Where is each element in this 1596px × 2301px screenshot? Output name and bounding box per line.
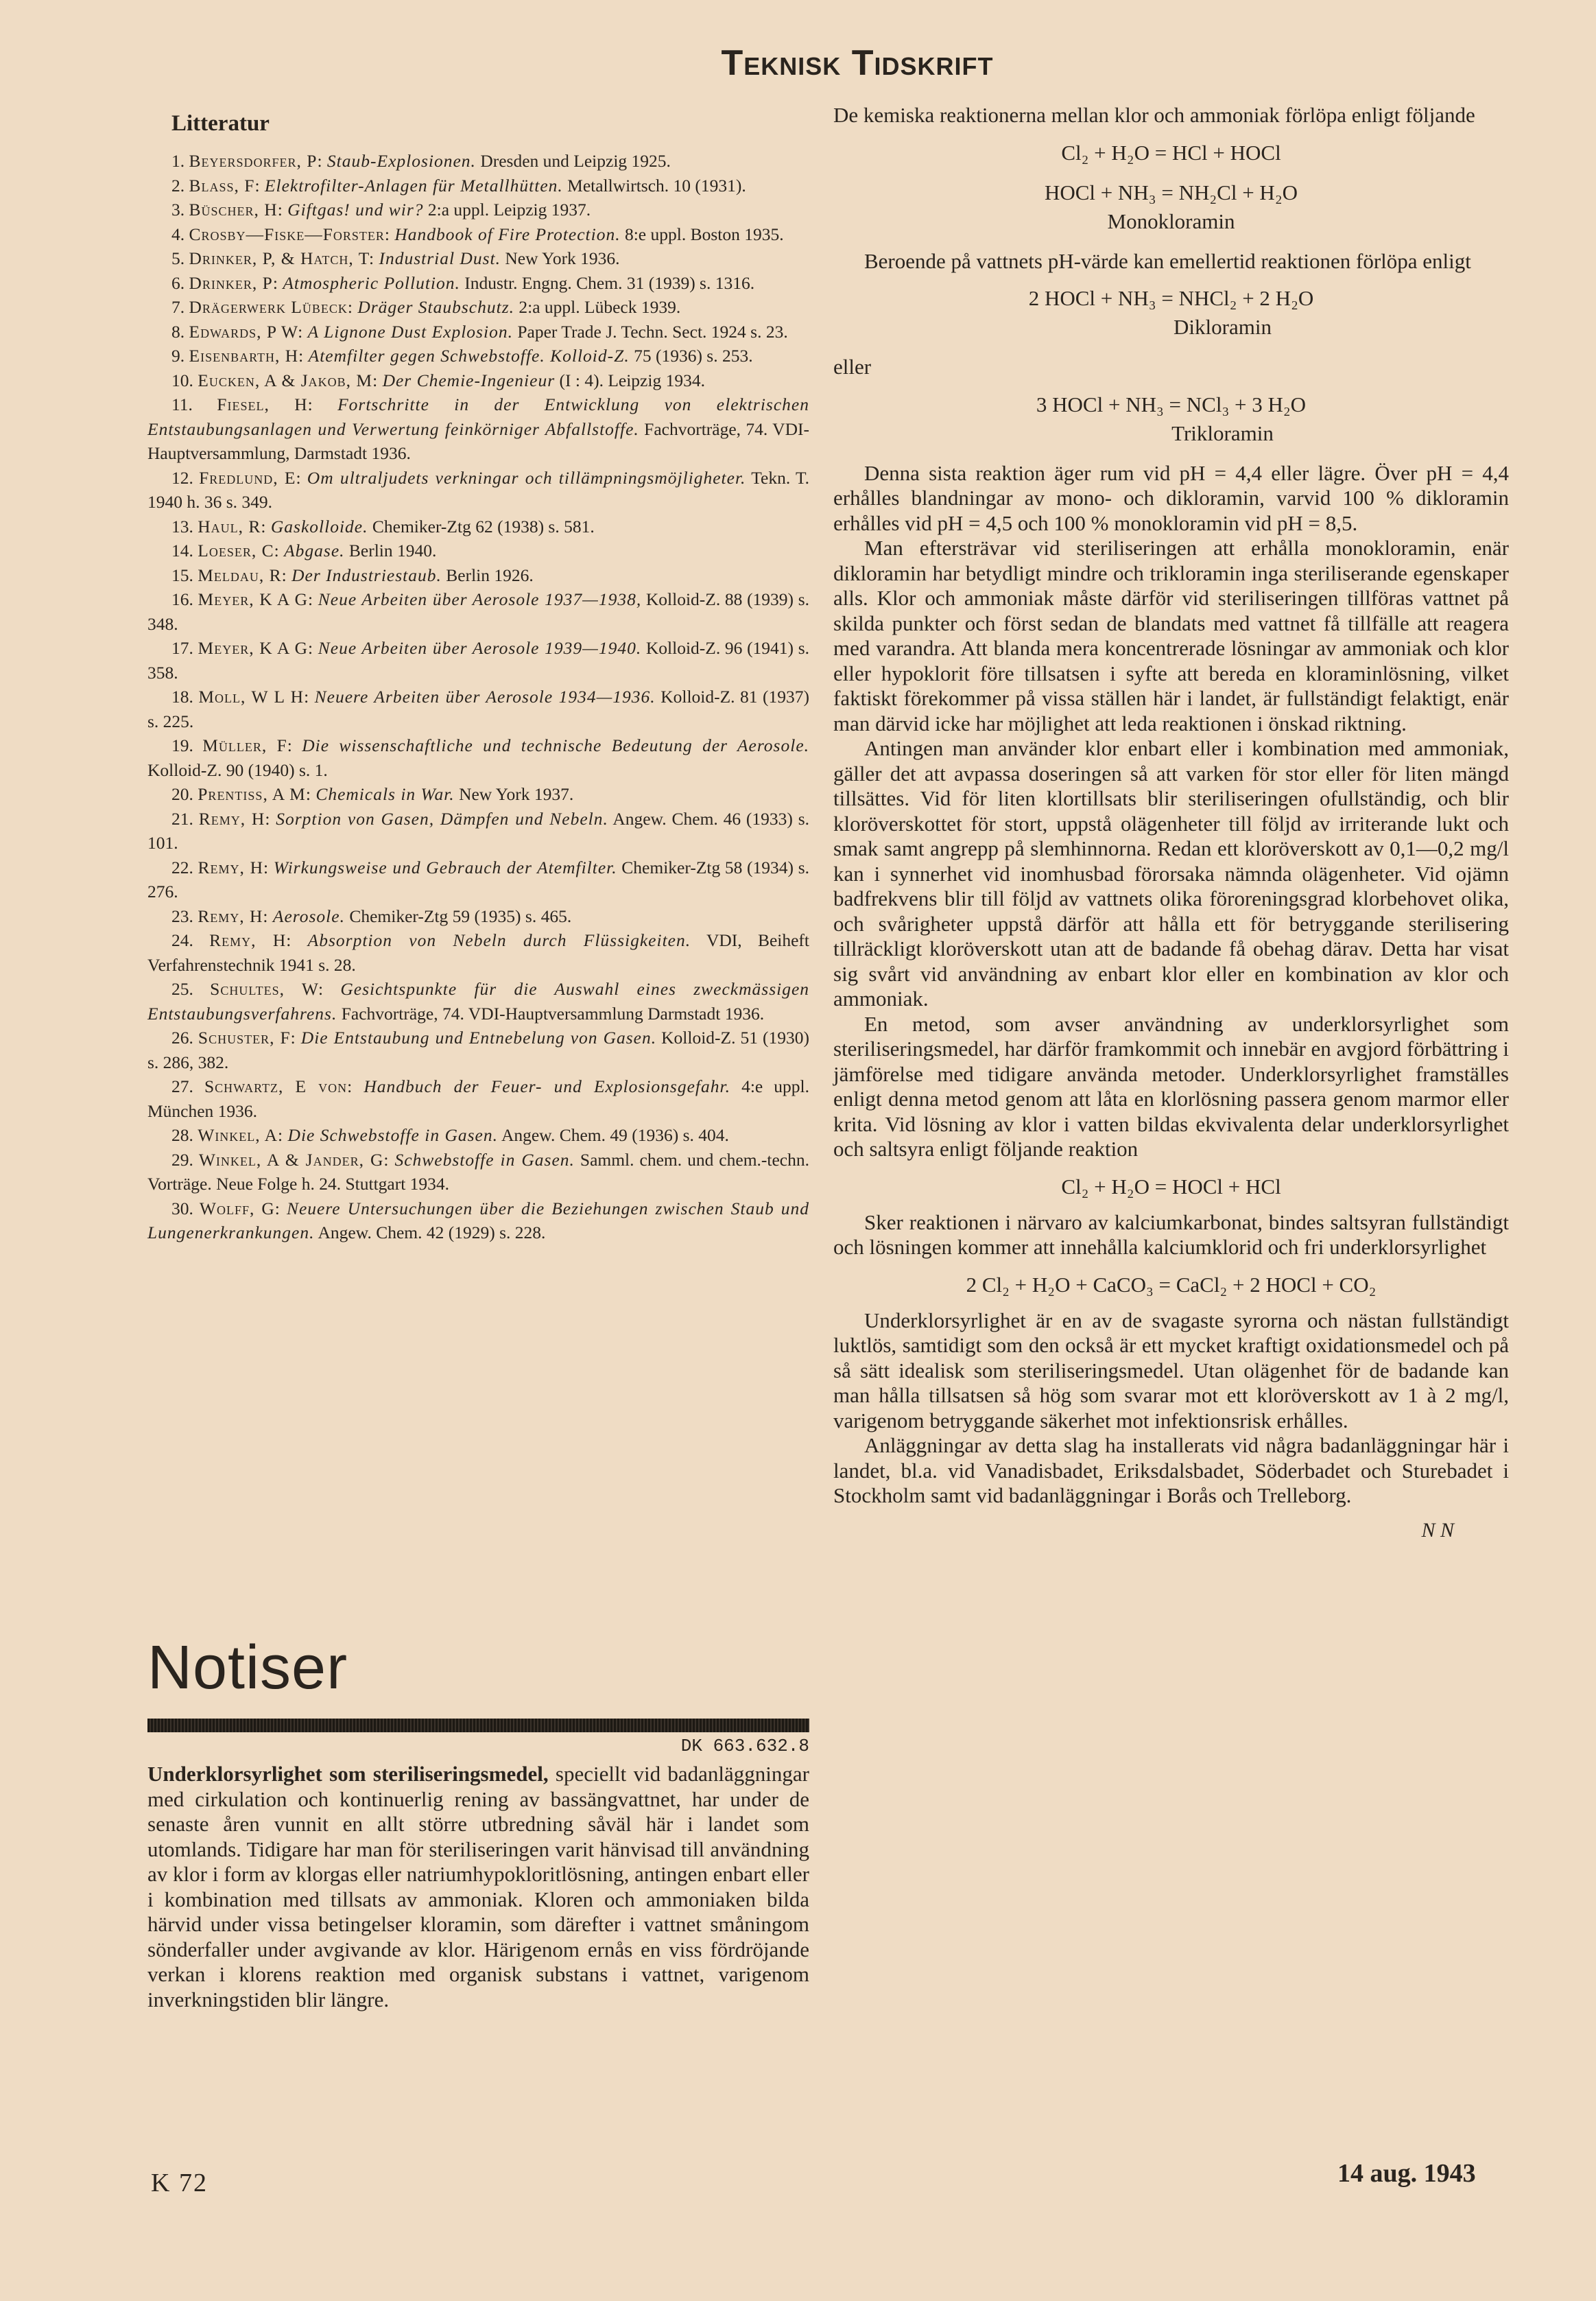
reference-title: Aerosole. bbox=[272, 906, 345, 926]
reference-source: Dresden und Leipzig 1925. bbox=[480, 151, 671, 171]
reference-author: Eucken, A & Jakob, M: bbox=[198, 370, 379, 390]
reference-author: Loeser, C: bbox=[198, 541, 280, 560]
dk-classification: DK 663.632.8 bbox=[680, 1736, 809, 1756]
reference-item bbox=[147, 1074, 809, 1123]
equation: HOCl + NH₃ = NH₂Cl + H₂O bbox=[1044, 180, 1298, 204]
reference-source: Kolloid-Z. 90 (1940) s. 1. bbox=[147, 759, 328, 780]
reference-number: 7. bbox=[171, 297, 185, 317]
reference-title: Atemfilter gegen Schwebstoffe. Kolloid-Z. bbox=[308, 346, 630, 366]
reference-item bbox=[147, 782, 809, 807]
reference-title: Gaskolloide. bbox=[270, 516, 368, 536]
reference-source: VDI, Beiheft Verfahrenstechnik 1941 s. 28. bbox=[147, 930, 809, 975]
reference-author: Drinker, P, & Hatch, T: bbox=[189, 248, 375, 268]
paragraph: Denna sista reaktion äger rum vid pH = 4,4 eller lägre. Över pH = 4,4 erhålles blandningar av mono- och dikloramin, varvid 100 % dikloramin erhålles vid pH = 4,5 och 100 % monokloramin vid pH = 8,5. bbox=[833, 460, 1509, 535]
reference-item bbox=[147, 856, 809, 904]
reference-number: 3. bbox=[171, 200, 185, 220]
right-column bbox=[833, 103, 1509, 1543]
paragraph: Anläggningar av detta slag ha installerats vid några badanläggningar här i landet, bl.a. vid Vanadisbadet, Eriksdalsbadet, Söderbadet och Sturebadet i Stockholm samt vid badanläggningar i Borås och Trelleborg. bbox=[833, 1433, 1509, 1507]
reference-title: Sorption von Gasen, Dämpfen und Nebeln. bbox=[276, 808, 608, 829]
reference-number: 6. bbox=[171, 272, 185, 293]
reference-author: Wolff, G: bbox=[199, 1198, 281, 1218]
reference-title: Chemicals in War. bbox=[315, 784, 455, 804]
reference-title: Gesichtspunkte für die Auswahl eines zweckmässigen Entstaubungsverfahrens. bbox=[147, 979, 810, 1024]
reference-item bbox=[147, 685, 809, 733]
reference-author: Winkel, A & Jander, G: bbox=[198, 1149, 390, 1170]
reference-source: Angew. Chem. 49 (1936) s. 404. bbox=[501, 1125, 729, 1145]
reference-title: Industrial Dust. bbox=[379, 248, 501, 268]
reference-author: Remy, H: bbox=[198, 906, 269, 926]
reference-source: Fachvorträge, 74. VDI-Hauptversammlung, Darmstadt 1936. bbox=[147, 418, 809, 463]
reference-author: Fiesel, H: bbox=[217, 394, 313, 414]
reference-source: Fachvorträge, 74. VDI-Hauptversammlung Darmstadt 1936. bbox=[341, 1003, 765, 1024]
reference-number: 13. bbox=[171, 516, 193, 536]
reference-title: Die Entstaubung und Entnebelung von Gasen. bbox=[300, 1028, 657, 1048]
reference-item bbox=[147, 636, 809, 685]
reference-source: 2:a uppl. Lübeck 1939. bbox=[519, 297, 681, 317]
reference-number: 26. bbox=[171, 1028, 193, 1048]
reference-author: Meyer, K A G: bbox=[198, 589, 314, 609]
reference-item bbox=[147, 1148, 809, 1196]
equation: Cl₂ + H₂O = HCl + HOCl bbox=[1061, 140, 1281, 165]
reference-source: Paper Trade J. Techn. Sect. 1924 s. 23. bbox=[517, 321, 788, 342]
reference-author: Schuster, F: bbox=[198, 1028, 296, 1048]
reference-source: Angew. Chem. 46 (1933) s. 101. bbox=[147, 808, 810, 853]
reference-item bbox=[147, 368, 809, 393]
section-rule bbox=[147, 1719, 809, 1732]
reference-item bbox=[147, 392, 809, 466]
reference-item bbox=[147, 246, 809, 271]
reference-item bbox=[147, 928, 809, 977]
reference-item bbox=[147, 515, 809, 539]
reference-author: Drinker, P: bbox=[189, 272, 278, 293]
issue-date: 14 aug. 1943 bbox=[1337, 2159, 1476, 2188]
equation: 2 Cl₂ + H₂O + CaCO₃ = CaCl₂ + 2 HOCl + CO₂ bbox=[966, 1272, 1377, 1297]
equation: Cl₂ + H₂O = HOCl + HCl bbox=[1061, 1174, 1281, 1199]
equation-label: Trikloramin bbox=[1171, 421, 1274, 445]
paragraph: De kemiska reaktionerna mellan klor och ammoniak förlöpa enligt följande bbox=[833, 103, 1475, 127]
reference-item bbox=[147, 295, 809, 320]
notiser-heading: Notiser bbox=[147, 1633, 348, 1702]
reference-source: Angew. Chem. 42 (1929) s. 228. bbox=[318, 1223, 546, 1242]
equation-label: Monokloramin bbox=[1107, 209, 1235, 233]
reference-item bbox=[147, 977, 809, 1026]
reference-item bbox=[147, 587, 809, 636]
reference-title: Staub-Explosionen. bbox=[326, 151, 476, 171]
reference-number: 20. bbox=[171, 784, 193, 804]
reference-source: 75 (1936) s. 253. bbox=[634, 346, 753, 366]
reference-source: 8:e uppl. Boston 1935. bbox=[624, 224, 784, 244]
reference-number: 8. bbox=[171, 321, 185, 342]
reference-author: Edwards, P W: bbox=[189, 321, 304, 342]
reference-source: New York 1936. bbox=[505, 248, 620, 268]
paragraph: Man eftersträvar vid steriliseringen att erhålla monokloramin, enär dikloramin har betydligt mindre och trikloramin inga steriliserande egenskaper alls. Klor och ammoniak måste därför vid steriliseringen tillföras vattnet på skilda punkter och först sedan de blandats med vattnet få tillfälle att reagera med varandra. Att blanda mera koncentrerade lösningar av ammoniak och klor eller hypoklorit före tillsatsen i syfte att bereda en kloraminlösning, vilket faktiskt förekommer på vissa ställen här i landet, är fullständigt felaktigt, enär man därvid icke har möjlighet att leda reaktionen i önskad riktning. bbox=[833, 536, 1509, 735]
page-number: K 72 bbox=[151, 2169, 208, 2197]
reference-author: Haul, R: bbox=[198, 516, 267, 536]
reference-number: 14. bbox=[171, 541, 193, 560]
reference-title: Neue Arbeiten über Aerosole 1937—1938, bbox=[318, 589, 642, 609]
reference-author: Beyersdorfer, P: bbox=[189, 151, 323, 171]
reference-title: Om ultraljudets verkningar och tillämpningsmöjligheter. bbox=[307, 467, 746, 488]
reference-author: Remy, H: bbox=[198, 857, 270, 877]
masthead: Teknisk Tidskrift bbox=[721, 43, 994, 83]
reference-item bbox=[147, 1196, 809, 1245]
reference-number: 29. bbox=[171, 1149, 193, 1170]
reference-number: 30. bbox=[171, 1198, 193, 1218]
reference-item bbox=[147, 807, 809, 856]
reference-item bbox=[147, 271, 809, 296]
reference-item bbox=[147, 198, 809, 222]
reference-author: Crosby—Fiske—Forster: bbox=[189, 224, 390, 244]
reference-number: 21. bbox=[171, 808, 193, 829]
reference-source: Tekn. T. 1940 h. 36 s. 349. bbox=[147, 467, 810, 512]
reference-author: Eisenbarth, H: bbox=[189, 346, 305, 366]
reference-item bbox=[147, 174, 809, 198]
reference-title: Schwebstoffe in Gasen. bbox=[394, 1149, 575, 1170]
reference-item bbox=[147, 1026, 809, 1074]
paragraph: Beroende på vattnets pH-värde kan emellertid reaktionen förlöpa enligt bbox=[864, 248, 1471, 273]
reference-item bbox=[147, 149, 809, 174]
reference-author: Schultes, W: bbox=[210, 979, 324, 999]
reference-author: Büscher, H: bbox=[189, 200, 283, 220]
reference-source: (I : 4). Leipzig 1934. bbox=[559, 370, 705, 390]
reference-number: 18. bbox=[171, 687, 193, 707]
reference-number: 23. bbox=[171, 906, 193, 926]
equation-label: Dikloramin bbox=[1174, 315, 1272, 339]
reference-author: Meyer, K A G: bbox=[198, 638, 314, 658]
reference-source: Berlin 1940. bbox=[348, 541, 437, 560]
equation: 3 HOCl + NH₃ = NCl₃ + 3 H₂O bbox=[1036, 392, 1307, 416]
notiser-article bbox=[147, 1762, 809, 2012]
reference-author: Meldau, R: bbox=[198, 565, 287, 585]
reference-item bbox=[147, 466, 809, 515]
reference-number: 12. bbox=[171, 467, 193, 488]
reference-item bbox=[147, 733, 809, 782]
reference-title: Die wissenschaftliche und technische Bedeutung der Aerosole. bbox=[302, 735, 810, 755]
reference-author: Remy, H: bbox=[209, 930, 292, 950]
reference-number: 2. bbox=[171, 175, 185, 196]
reference-item bbox=[147, 1123, 809, 1148]
paragraph: Antingen man använder klor enbart eller i kombination med ammoniak, gäller det att avpassa doseringen så att varken för stor eller för liten mängd tillsättes. Vid för liten klortillsats blir steriliseringen ofullständig, och blir kloröverskottet för stort, uppstå olägenheter till följd av irriterande lukt och smak samt angrepp på slemhinnorna. Redan ett kloröverskott av 0,1—0,2 mg/l kan i synnerhet vid inomhusbad förorsaka nämnda olägenheter. Vid ojämn badfrekvens blir till följd av vattnets olika föroreningsgrad klorbehovet olika, och svårigheter uppstå därför att hålla ett för betryggande sterilisering tillräckligt kloröverskott utan att de badande få obehag därav. Detta har visat sig svårt vid användning av enbart klor eller en kombination av klor och ammoniak. bbox=[833, 736, 1509, 1011]
reference-number: 5. bbox=[171, 248, 185, 268]
reference-item bbox=[147, 563, 809, 588]
reference-source: 4:e uppl. München 1936. bbox=[147, 1076, 809, 1121]
reference-source: Kolloid-Z. 88 (1939) s. 348. bbox=[147, 589, 810, 634]
reference-number: 19. bbox=[171, 735, 193, 755]
literature-heading: Litteratur bbox=[171, 111, 270, 136]
reference-item bbox=[147, 344, 809, 368]
reference-number: 10. bbox=[171, 370, 193, 390]
paragraph: Sker reaktionen i närvaro av kalciumkarbonat, bindes saltsyran fullständigt och lösningen kommer att innehålla kalciumklorid och fri underklorsyrlighet bbox=[833, 1210, 1509, 1259]
reference-source: Metallwirtsch. 10 (1931). bbox=[567, 175, 746, 196]
paragraph: En metod, som avser användning av underklorsyrlighet som steriliseringsmedel, har därför framkommit och innebär en avgjord förbättring i jämförelse med tidigare använda metoder. Underklorsyrlighet framställes enligt denna metod genom att låta en klorlösning passera genom marmor eller krita. Vid lösning av klor i vatten bildas ekvivalenta delar underklorsyrlighet och saltsyra enligt följande reaktion bbox=[833, 1011, 1509, 1161]
reference-title: Atmospheric Pollution. bbox=[283, 272, 460, 293]
reference-list bbox=[147, 149, 809, 1245]
reference-title: Handbook of Fire Protection. bbox=[394, 224, 621, 244]
reference-number: 9. bbox=[171, 346, 185, 366]
reference-author: Müller, F: bbox=[202, 735, 293, 755]
reference-source: Kolloid-Z. 51 (1930) s. 286, 382. bbox=[147, 1028, 810, 1072]
reference-number: 15. bbox=[171, 565, 193, 585]
reference-source: New York 1937. bbox=[459, 784, 574, 804]
reference-item bbox=[147, 320, 809, 344]
literature-column bbox=[147, 103, 809, 1245]
reference-author: Winkel, A: bbox=[198, 1125, 284, 1145]
reference-source: Kolloid-Z. 81 (1937) s. 225. bbox=[147, 687, 810, 731]
reference-number: 17. bbox=[171, 638, 193, 658]
reference-source: Samml. chem. und chem.-techn. Vorträge. Neue Folge h. 24. Stuttgart 1934. bbox=[147, 1149, 809, 1194]
reference-number: 16. bbox=[171, 589, 193, 609]
reference-title: Der Industriestaub. bbox=[291, 565, 442, 585]
reference-title: Handbuch der Feuer- und Explosionsgefahr. bbox=[364, 1076, 730, 1096]
reference-source: Chemiker-Ztg 59 (1935) s. 465. bbox=[349, 906, 572, 926]
reference-source: 2:a uppl. Leipzig 1937. bbox=[427, 200, 591, 220]
reference-item bbox=[147, 222, 809, 247]
reference-title: A Lignone Dust Explosion. bbox=[307, 321, 513, 342]
reference-title: Fortschritte in der Entwicklung von elektrischen Entstaubungsanlagen und Verwertung feinkörniger Abfallstoffe. bbox=[147, 394, 809, 439]
paragraph: eller bbox=[833, 355, 872, 379]
author-signature: N N bbox=[1421, 1518, 1454, 1542]
reference-title: Dräger Staubschutz. bbox=[357, 297, 515, 317]
reference-author: Prentiss, A M: bbox=[198, 784, 311, 804]
reference-author: Schwartz, E von: bbox=[204, 1076, 353, 1096]
reference-number: 4. bbox=[171, 224, 185, 244]
reference-author: Remy, H: bbox=[198, 808, 271, 829]
reference-source: Berlin 1926. bbox=[446, 565, 534, 585]
reference-title: Der Chemie-Ingenieur bbox=[382, 370, 556, 390]
reference-number: 28. bbox=[171, 1125, 193, 1145]
reference-author: Fredlund, E: bbox=[199, 467, 302, 488]
article-body: speciellt vid badanläggningar med cirkulation och kontinuerlig rening av bassängvattnet, har under de senaste åren vunnit en allt större utbredning såväl här i landet som utomlands. Tidigare har man för steriliseringen varit hänvisad till användning av klor i form av klorgas eller natriumhypokloritlösning, antingen enbart eller i kombination med tillsats av ammoniak. Kloren och ammoniaken bilda härvid under vissa betingelser kloramin, som därefter i vattnet småningom sönderfaller under avgivande av klor. Härigenom ernås en viss fördröjande verkan i klorens reaktion med organisk substans i vattnet, varigenom inverkningstiden blir längre. bbox=[147, 1762, 810, 2011]
reference-number: 11. bbox=[171, 394, 193, 414]
reference-item bbox=[147, 539, 809, 563]
equation: 2 HOCl + NH₃ = NHCl₂ + 2 H₂O bbox=[1028, 286, 1314, 310]
reference-number: 22. bbox=[171, 857, 193, 877]
article-lead: Underklorsyrlighet som steriliseringsmedel, bbox=[147, 1762, 549, 1786]
reference-source: Kolloid-Z. 96 (1941) s. 358. bbox=[147, 638, 810, 683]
reference-author: Drägerwerk Lübeck: bbox=[189, 297, 353, 317]
reference-title: Neuere Untersuchungen über die Beziehungen zwischen Staub und Lungenerkrankungen. bbox=[147, 1198, 809, 1242]
reference-title: Absorption von Nebeln durch Flüssigkeiten. bbox=[307, 930, 691, 950]
reference-source: Chemiker-Ztg 58 (1934) s. 276. bbox=[147, 857, 809, 901]
reference-title: Elektrofilter-Anlagen für Metallhütten. bbox=[264, 175, 563, 196]
reference-item bbox=[147, 904, 809, 929]
reference-number: 24. bbox=[171, 930, 193, 950]
reference-number: 27. bbox=[171, 1076, 193, 1096]
reference-author: Blass, F: bbox=[189, 175, 261, 196]
reference-title: Neue Arbeiten über Aerosole 1939—1940. bbox=[318, 638, 642, 658]
paragraph: Underklorsyrlighet är en av de svagaste syrorna och nästan fullständigt luktlös, samtidigt som den också är ett mycket kraftigt oxidationsmedel och på så sätt idealisk som steriliseringsmedel. Utan olägenhet för de badande kan man hålla tillsatsen så hög som svarar mot ett kloröverskott av 1 à 2 mg/l, varigenom betryggande säkerhet mot infektionsrisk erhålles. bbox=[833, 1308, 1509, 1432]
reference-title: Die Schwebstoffe in Gasen. bbox=[287, 1125, 498, 1145]
reference-title: Giftgas! und wir? bbox=[287, 200, 424, 220]
reference-title: Neuere Arbeiten über Aerosole 1934—1936. bbox=[314, 687, 656, 707]
reference-title: Abgase. bbox=[284, 541, 345, 560]
reference-number: 1. bbox=[171, 151, 185, 171]
reference-source: Chemiker-Ztg 62 (1938) s. 581. bbox=[372, 516, 595, 536]
reference-title: Wirkungsweise und Gebrauch der Atemfilter. bbox=[273, 857, 617, 877]
reference-number: 25. bbox=[171, 979, 193, 999]
reference-author: Moll, W L H: bbox=[198, 687, 310, 707]
reference-source: Industr. Engng. Chem. 31 (1939) s. 1316. bbox=[464, 272, 755, 293]
